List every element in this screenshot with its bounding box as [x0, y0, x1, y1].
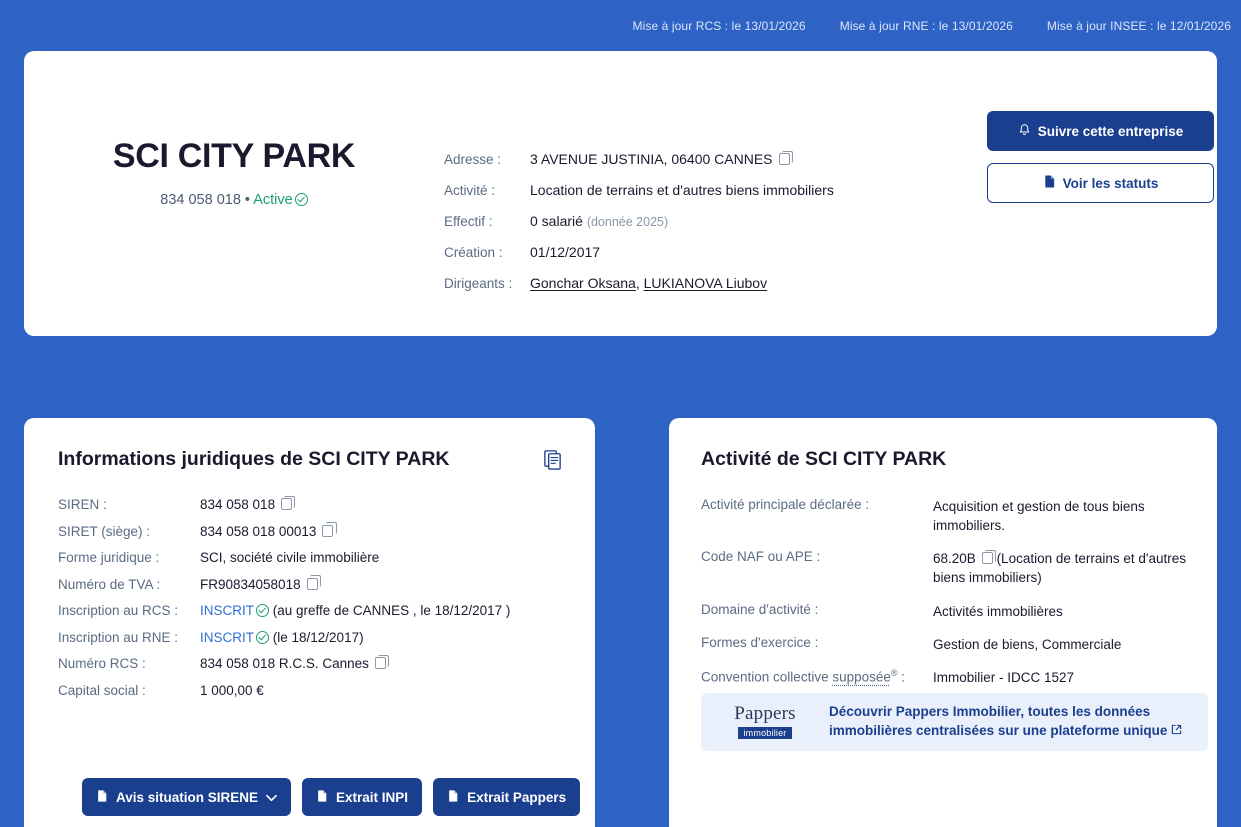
copy-icon-naf[interactable] [982, 552, 993, 564]
promo-text [829, 703, 1182, 740]
convention-label-colon: : [897, 669, 906, 685]
legal-label-rcs-inscription: Inscription au RCS : [58, 603, 179, 618]
activity-row-naf [701, 549, 1187, 587]
avis-sirene-label: Avis situation SIRENE [116, 789, 259, 805]
hero-effectif-text: 0 salarié [530, 213, 583, 229]
legal-label-numero-rcs: Numéro RCS : [58, 656, 146, 671]
page-title: SCI CITY PARK [112, 137, 356, 175]
legal-card-head [58, 448, 563, 497]
hero-actions [987, 51, 1217, 203]
legal-row-rcs-inscription [58, 603, 563, 618]
legal-card-title: Informations juridiques de SCI CITY PARK [58, 448, 450, 470]
activity-value-naf [933, 549, 1187, 587]
pappers-immobilier-logo [715, 704, 815, 741]
hero-value-dirigeants [530, 275, 767, 291]
check-circle-icon [295, 193, 308, 206]
legal-row-siret [58, 524, 563, 539]
activity-value-domaine: Activités immobilières [933, 603, 1063, 619]
update-insee: Mise à jour INSEE : le 12/01/2026 [1046, 19, 1231, 33]
check-circle-icon-rne [256, 631, 269, 644]
chevron-down-icon [266, 790, 277, 805]
legal-text-numero-rcs: 834 058 018 R.C.S. Cannes [200, 656, 369, 671]
promo-logo-word1: Pappers [734, 702, 796, 724]
legal-text-rne-inscrit: INSCRIT [200, 629, 254, 645]
extrait-inpi-button[interactable] [302, 778, 422, 816]
file-icon-pappers [447, 789, 459, 806]
legal-value-rcs-inscription [200, 603, 510, 618]
legal-row-rne-inscription [58, 630, 563, 645]
activity-row-convention [701, 668, 1187, 687]
legal-label-rne-inscription: Inscription au RNE : [58, 629, 179, 645]
company-identity [24, 51, 444, 208]
check-circle-icon-rcs [256, 604, 269, 617]
legal-row-capital [58, 683, 563, 698]
activity-text-naf: 68.20B [933, 551, 976, 567]
hero-adresse-text: 3 AVENUE JUSTINIA, 06400 CANNES [530, 151, 773, 167]
promo-text-line1: Découvrir Pappers Immobilier, toutes les données [829, 704, 1151, 720]
legal-text-siren: 834 058 018 [200, 497, 276, 512]
activity-row-formes [701, 635, 1187, 654]
pappers-immobilier-promo[interactable] [701, 693, 1208, 751]
legal-text-rcs-suffix: (au greffe de CANNES , le 18/12/2017 ) [272, 603, 511, 618]
activity-text-naf-suffix: (Location de terrains et d'autres biens immobiliers) [933, 551, 1186, 586]
document-icon [1043, 174, 1056, 192]
activity-label-formes: Formes d'exercice : [701, 634, 819, 650]
hero-value-activite: Location de terrains et d'autres biens immobiliers [530, 182, 834, 198]
legal-value-capital: 1 000,00 € [200, 682, 264, 698]
legal-value-numero-rcs [200, 656, 386, 671]
follow-company-label: Suivre cette entreprise [1037, 123, 1184, 139]
legal-label-siret: SIRET (siège) : [58, 523, 151, 539]
dirigeant-link-1[interactable]: Gonchar Oksana [530, 275, 636, 291]
hero-value-adresse [530, 151, 790, 167]
activity-card-title: Activité de SCI CITY PARK [701, 448, 947, 470]
activity-label-convention [701, 668, 933, 685]
activity-label-principale: Activité principale déclarée : [701, 497, 870, 512]
activity-value-formes: Gestion de biens, Commerciale [933, 636, 1122, 652]
convention-label-prefix: Convention collective [701, 669, 833, 685]
hero-label-dirigeants: Dirigeants : [444, 276, 513, 291]
legal-value-siren [200, 497, 292, 512]
legal-value-forme: SCI, société civile immobilière [200, 550, 380, 565]
legal-row-numero-rcs [58, 656, 563, 671]
dirigeant-link-2[interactable]: LUKIANOVA Liubov [643, 275, 768, 291]
activity-label-domaine: Domaine d'activité : [701, 601, 819, 617]
hero-field-adresse [444, 151, 987, 167]
copy-icon-siren[interactable] [281, 498, 292, 510]
update-rne: Mise à jour RNE : le 13/01/2026 [839, 19, 1013, 33]
file-icon-sirene [96, 789, 108, 806]
hero-field-activite [444, 182, 987, 198]
avis-sirene-button[interactable] [82, 778, 291, 816]
legal-label-forme: Forme juridique : [58, 550, 160, 565]
promo-text-line2-wrap [829, 722, 1182, 741]
copy-icon-tva[interactable] [307, 578, 318, 590]
legal-text-siret: 834 058 018 00013 [200, 523, 317, 539]
status-badge: Active [253, 192, 293, 209]
legal-value-tva [200, 577, 318, 592]
hero-label-adresse: Adresse : [444, 152, 502, 167]
hero-value-creation: 01/12/2017 [530, 244, 601, 260]
promo-logo-word2: immobilier [738, 727, 791, 740]
hero-label-activite: Activité : [444, 183, 496, 198]
dirigeants-separator: , [635, 275, 644, 291]
legal-document-buttons [82, 778, 580, 816]
legal-label-siren: SIREN : [58, 497, 107, 512]
legal-row-tva [58, 577, 563, 592]
external-link-icon [1171, 723, 1182, 738]
view-statutes-button[interactable] [987, 163, 1214, 203]
company-header-card [24, 51, 1217, 336]
view-statutes-label: Voir les statuts [1062, 175, 1159, 191]
legal-value-siret [200, 524, 333, 539]
extrait-pappers-label: Extrait Pappers [467, 789, 567, 805]
extrait-inpi-label: Extrait INPI [336, 789, 409, 805]
hero-field-creation [444, 244, 987, 260]
separator: • [244, 192, 250, 209]
registered-icon: ® [890, 667, 898, 678]
legal-row-forme [58, 550, 563, 565]
follow-company-button[interactable] [987, 111, 1214, 151]
legal-info-card [24, 418, 595, 827]
extrait-pappers-button[interactable] [433, 778, 580, 816]
activity-label-naf: Code NAF ou APE : [701, 549, 821, 565]
activity-value-principale: Acquisition et gestion de tous biens immobiliers. [933, 499, 1145, 534]
copy-icon-numero-rcs[interactable] [375, 657, 386, 669]
company-summary [444, 51, 987, 306]
hero-field-effectif [444, 213, 987, 229]
copy-icon-adresse[interactable] [779, 153, 790, 165]
hero-effectif-note: (donnée 2025) [586, 215, 669, 229]
documents-icon[interactable] [542, 448, 563, 475]
siren-value: 834 058 018 [160, 192, 241, 209]
activity-row-domaine [701, 602, 1187, 621]
legal-text-tva: FR90834058018 [200, 576, 301, 592]
file-icon-inpi [316, 789, 328, 806]
legal-text-rne-suffix: (le 18/12/2017) [272, 629, 364, 645]
copy-icon-siret[interactable] [322, 525, 333, 537]
convention-label-supposee: supposée [832, 669, 891, 685]
legal-label-tva: Numéro de TVA : [58, 576, 161, 592]
hero-label-effectif: Effectif : [444, 214, 493, 229]
promo-text-line2: immobilières centralisées sur une plateforme unique [829, 723, 1168, 738]
update-bar [0, 0, 1241, 52]
update-rcs: Mise à jour RCS : le 13/01/2026 [632, 19, 806, 33]
legal-value-rne-inscription [200, 630, 364, 645]
activity-value-convention: Immobilier - IDCC 1527 [933, 669, 1075, 685]
siren-status-line [24, 192, 444, 208]
hero-field-dirigeants [444, 275, 987, 291]
legal-text-rcs-inscrit: INSCRIT [200, 603, 254, 618]
legal-row-siren [58, 497, 563, 512]
activity-card [669, 418, 1217, 827]
activity-row-principale [701, 497, 1187, 535]
bell-icon [1018, 123, 1031, 140]
legal-label-capital: Capital social : [58, 682, 146, 698]
hero-value-effectif [530, 213, 668, 229]
hero-label-creation: Création : [444, 245, 503, 260]
